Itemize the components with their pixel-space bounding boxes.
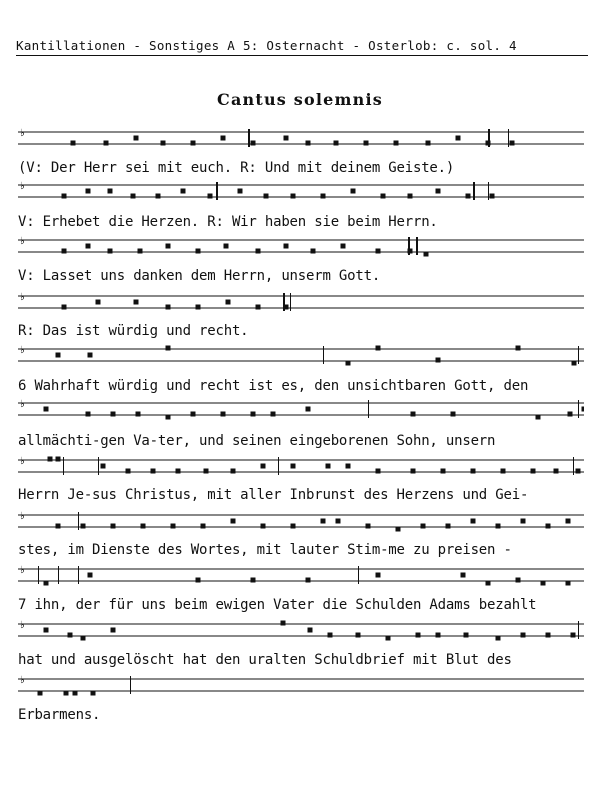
neume — [510, 141, 515, 146]
neume — [326, 464, 331, 469]
flat-clef-icon: ♭ — [20, 128, 25, 139]
neume — [411, 469, 416, 474]
neume — [256, 249, 261, 254]
neume — [464, 633, 469, 638]
neume — [196, 305, 201, 310]
neume — [231, 469, 236, 474]
neume — [73, 691, 78, 696]
neume — [341, 244, 346, 249]
neume — [321, 519, 326, 524]
neume — [226, 300, 231, 305]
neume — [134, 300, 139, 305]
staff-lines — [18, 675, 584, 697]
lyric-line: hat und ausgelöscht hat den uralten Schuldbrief mit Blut des — [18, 652, 512, 668]
neume — [261, 524, 266, 529]
neume — [48, 457, 53, 462]
neume — [521, 633, 526, 638]
neume — [86, 189, 91, 194]
chant-staff — [18, 511, 584, 533]
neume — [111, 524, 116, 529]
chant-title: Cantus solemnis — [217, 90, 383, 109]
neume — [386, 636, 391, 641]
neume — [284, 136, 289, 141]
neume — [88, 573, 93, 578]
neume — [138, 249, 143, 254]
neume — [62, 305, 67, 310]
neume — [328, 633, 333, 638]
neume — [541, 581, 546, 586]
neume — [516, 578, 521, 583]
neume — [56, 457, 61, 462]
flat-clef-icon: ♭ — [20, 511, 25, 522]
bar-line — [473, 182, 475, 200]
neume — [151, 469, 156, 474]
neume — [501, 469, 506, 474]
staff-lines — [18, 181, 584, 203]
neume — [306, 141, 311, 146]
staff-lines — [18, 565, 584, 587]
neume — [490, 194, 495, 199]
neume — [101, 464, 106, 469]
lyric-line: 7 ihn, der für uns beim ewigen Vater die Schulden Adams bezahlt — [18, 597, 537, 613]
chant-staff — [18, 292, 584, 314]
neume — [436, 633, 441, 638]
neume — [136, 412, 141, 417]
neume — [38, 691, 43, 696]
bar-line — [78, 566, 79, 584]
neume — [346, 361, 351, 366]
neume — [334, 141, 339, 146]
neume — [456, 136, 461, 141]
neume — [416, 633, 421, 638]
neume — [56, 524, 61, 529]
neume — [554, 469, 559, 474]
bar-line — [368, 400, 369, 418]
neume — [446, 524, 451, 529]
neume — [306, 407, 311, 412]
neume — [566, 519, 571, 524]
neume — [71, 141, 76, 146]
neume — [256, 305, 261, 310]
neume — [441, 469, 446, 474]
flat-clef-icon: ♭ — [20, 236, 25, 247]
neume — [351, 189, 356, 194]
neume — [471, 469, 476, 474]
staff-lines — [18, 345, 584, 367]
bar-line — [78, 512, 79, 530]
neume — [291, 524, 296, 529]
bar-line — [508, 129, 509, 147]
neume — [251, 141, 256, 146]
neume — [81, 636, 86, 641]
neume — [104, 141, 109, 146]
staff-lines — [18, 292, 584, 314]
flat-clef-icon: ♭ — [20, 292, 25, 303]
lyric-line: (V: Der Herr sei mit euch. R: Und mit deinem Geiste.) — [18, 160, 455, 176]
neume — [394, 141, 399, 146]
chant-staff — [18, 181, 584, 203]
neume — [571, 633, 576, 638]
neume — [81, 524, 86, 529]
neume — [191, 412, 196, 417]
neume — [291, 194, 296, 199]
lyric-line: R: Das ist würdig und recht. — [18, 323, 249, 339]
lyric-line: V: Erhebet die Herzen. R: Wir haben sie beim Herrn. — [18, 214, 438, 230]
bar-line — [58, 566, 59, 584]
neume — [166, 415, 171, 420]
staff-lines — [18, 620, 584, 642]
neume — [566, 581, 571, 586]
neume — [88, 353, 93, 358]
neume — [108, 249, 113, 254]
bar-line — [488, 182, 489, 200]
bar-line — [323, 346, 324, 364]
neume — [466, 194, 471, 199]
neume — [376, 346, 381, 351]
neume — [44, 407, 49, 412]
neume — [126, 469, 131, 474]
neume — [251, 412, 256, 417]
bar-line — [278, 457, 279, 475]
neume — [582, 407, 585, 412]
staff-lines — [18, 511, 584, 533]
lyric-line: 6 Wahrhaft würdig und recht ist es, den unsichtbaren Gott, den — [18, 378, 529, 394]
neume — [576, 469, 581, 474]
neume — [231, 519, 236, 524]
neume — [366, 524, 371, 529]
neume — [271, 412, 276, 417]
chant-staff — [18, 345, 584, 367]
lyric-line: Erbarmens. — [18, 707, 101, 723]
flat-clef-icon: ♭ — [20, 620, 25, 631]
neume — [251, 578, 256, 583]
neume — [364, 141, 369, 146]
neume — [471, 519, 476, 524]
neume — [568, 412, 573, 417]
neume — [381, 194, 386, 199]
neume — [496, 636, 501, 641]
neume — [486, 581, 491, 586]
bar-line — [488, 129, 490, 147]
chant-staff — [18, 236, 584, 258]
neume — [306, 578, 311, 583]
neume — [451, 412, 456, 417]
neume — [496, 524, 501, 529]
chant-staff — [18, 128, 584, 150]
chant-staff — [18, 620, 584, 642]
staff-lines — [18, 236, 584, 258]
neume — [208, 194, 213, 199]
neume — [461, 573, 466, 578]
neume — [44, 628, 49, 633]
neume — [356, 633, 361, 638]
neume — [166, 346, 171, 351]
bar-line — [416, 237, 418, 255]
neume — [204, 469, 209, 474]
bar-line — [130, 676, 131, 694]
neume — [44, 581, 49, 586]
neume — [376, 249, 381, 254]
neume — [308, 628, 313, 633]
neume — [166, 305, 171, 310]
bar-line — [578, 621, 579, 639]
neume — [86, 244, 91, 249]
neume — [196, 578, 201, 583]
neume — [311, 249, 316, 254]
neume — [141, 524, 146, 529]
neume — [181, 189, 186, 194]
neume — [424, 252, 429, 257]
neume — [346, 464, 351, 469]
bar-line — [573, 457, 574, 475]
chant-staff — [18, 675, 584, 697]
bar-line — [358, 566, 359, 584]
bar-line — [98, 457, 99, 475]
neume — [536, 415, 541, 420]
neume — [56, 353, 61, 358]
bar-line — [578, 400, 579, 418]
neume — [436, 189, 441, 194]
neume — [131, 194, 136, 199]
neume — [281, 621, 286, 626]
bar-line — [248, 129, 250, 147]
bar-line — [578, 346, 579, 364]
chant-staff — [18, 399, 584, 421]
neume — [224, 244, 229, 249]
neume — [221, 412, 226, 417]
neume — [411, 412, 416, 417]
flat-clef-icon: ♭ — [20, 565, 25, 576]
neume — [91, 691, 96, 696]
running-header: Kantillationen - Sonstiges A 5: Osternacht - Osterlob: c. sol. 4 — [16, 38, 588, 56]
lyric-line: Herrn Je-sus Christus, mit aller Inbrunst des Herzens und Gei- — [18, 487, 529, 503]
flat-clef-icon: ♭ — [20, 181, 25, 192]
flat-clef-icon: ♭ — [20, 399, 25, 410]
neume — [261, 464, 266, 469]
neume — [176, 469, 181, 474]
staff-lines — [18, 456, 584, 478]
neume — [111, 412, 116, 417]
flat-clef-icon: ♭ — [20, 675, 25, 686]
neume — [134, 136, 139, 141]
neume — [196, 249, 201, 254]
neume — [376, 573, 381, 578]
neume — [284, 244, 289, 249]
staff-lines — [18, 128, 584, 150]
neume — [516, 346, 521, 351]
neume — [546, 524, 551, 529]
neume — [156, 194, 161, 199]
bar-line — [408, 237, 410, 255]
neume — [161, 141, 166, 146]
neume — [336, 519, 341, 524]
bar-line — [283, 293, 285, 311]
neume — [376, 469, 381, 474]
neume — [426, 141, 431, 146]
neume — [546, 633, 551, 638]
neume — [291, 464, 296, 469]
neume — [108, 189, 113, 194]
bar-line — [38, 566, 39, 584]
lyric-line: stes, im Dienste des Wortes, mit lauter Stim-me zu preisen - — [18, 542, 512, 558]
chant-staff — [18, 565, 584, 587]
neume — [408, 194, 413, 199]
neume — [238, 189, 243, 194]
neume — [396, 527, 401, 532]
lyric-line: allmächti-gen Va-ter, und seinen eingeborenen Sohn, unsern — [18, 433, 496, 449]
neume — [191, 141, 196, 146]
neume — [201, 524, 206, 529]
neume — [264, 194, 269, 199]
neume — [321, 194, 326, 199]
neume — [521, 519, 526, 524]
neume — [62, 249, 67, 254]
flat-clef-icon: ♭ — [20, 345, 25, 356]
neume — [171, 524, 176, 529]
neume — [572, 361, 577, 366]
neume — [166, 244, 171, 249]
neume — [221, 136, 226, 141]
bar-line — [290, 293, 291, 311]
bar-line — [216, 182, 218, 200]
chant-staff — [18, 456, 584, 478]
neume — [64, 691, 69, 696]
neume — [531, 469, 536, 474]
flat-clef-icon: ♭ — [20, 456, 25, 467]
lyric-line: V: Lasset uns danken dem Herrn, unserm Gott. — [18, 268, 381, 284]
neume — [111, 628, 116, 633]
neume — [96, 300, 101, 305]
staff-lines — [18, 399, 584, 421]
bar-line — [63, 457, 64, 475]
neume — [68, 633, 73, 638]
neume — [86, 412, 91, 417]
neume — [421, 524, 426, 529]
neume — [436, 358, 441, 363]
neume — [62, 194, 67, 199]
